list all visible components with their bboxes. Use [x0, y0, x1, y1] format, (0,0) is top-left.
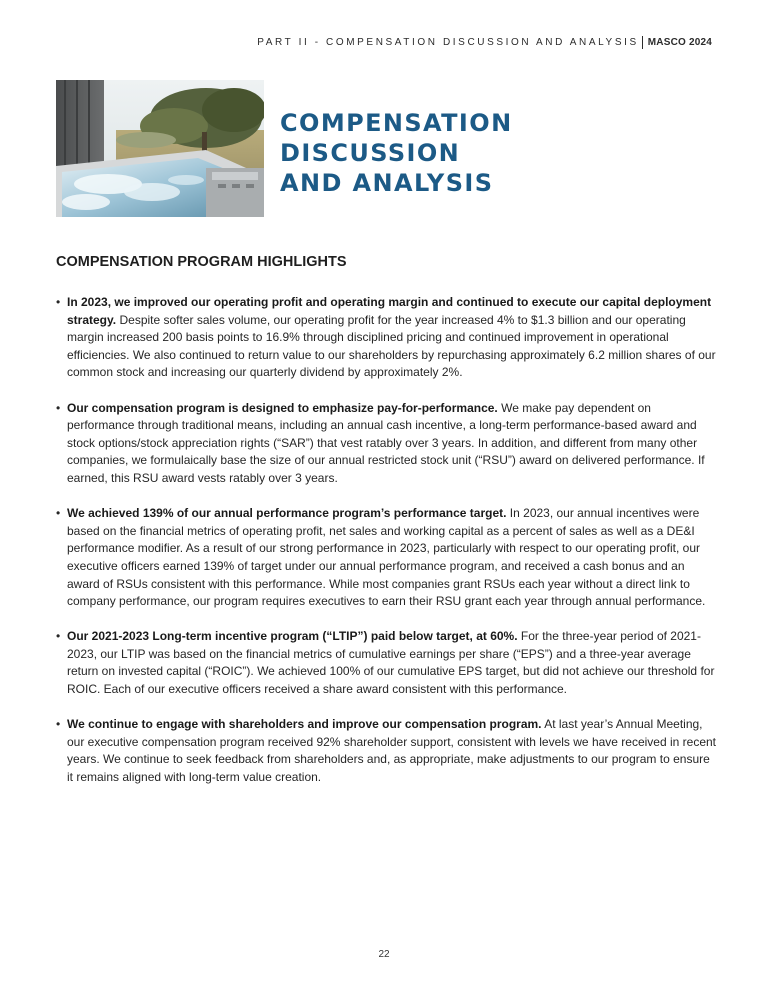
highlight-item [56, 716, 716, 786]
highlight-lead: Our compensation program is designed to emphasize pay-for-performance. [67, 400, 498, 415]
running-header [257, 36, 712, 49]
bullet-icon: • [56, 629, 61, 644]
highlight-body: At last year’s Annual Meeting, our executive compensation program received 92% shareholder support, consistent with levels we have received in recent years. We continue to seek feedback from shareholders and, as appropriate, make adjustments to our program to ensure it remains aligned with long-term value creation. [67, 717, 717, 785]
highlight-item [56, 294, 716, 382]
highlight-lead: We achieved 139% of our annual performance program’s performance target. [67, 506, 507, 521]
running-header-brand: MASCO 2024 [647, 37, 712, 48]
page-title [280, 108, 513, 198]
section-heading: COMPENSATION PROGRAM HIGHLIGHTS [56, 254, 347, 270]
highlight-lead: We continue to engage with shareholders and improve our compensation program. [67, 717, 542, 732]
bullet-icon: • [56, 506, 61, 521]
highlights-list [56, 294, 716, 804]
hot-tub-photo-illustration [56, 80, 264, 217]
bullet-icon: • [56, 400, 61, 415]
page-title-line: DISCUSSION [280, 139, 461, 167]
hero-hot-tub-photo [56, 80, 264, 217]
highlight-body: For the three-year period of 2021-2023, our LTIP was based on the financial metrics of cumulative earnings per share (“EPS”) and a three-year average return on invested capital (“ROIC”). We achieved 100% of our cumulative EPS target, but did not achieve our threshold for ROIC. Each of our executive officers received a share award consistent with this performance. [67, 629, 715, 697]
highlight-item [56, 628, 716, 698]
bullet-icon: • [56, 717, 61, 732]
highlight-body: We make pay dependent on performance through traditional means, including an annual cash incentive, a long-term performance-based award and stock options/stock appreciation rights (“SAR”) that vest ratably over 3 years. In addition, and different from many other companies, we formulaically base the size of our annual restricted stock unit (“RSU”) award on delivered performance. If earned, this RSU award vests ratably over 3 years. [67, 400, 705, 485]
highlight-item [56, 505, 716, 611]
highlight-item [56, 400, 716, 488]
running-header-section: PART II - COMPENSATION DISCUSSION AND ANALYSIS [257, 37, 639, 48]
highlight-body: In 2023, our annual incentives were based on the financial metrics of operating profit, net sales and working capital as a percent of sales as well as a DE&I performance modifier. As a result of our strong performance in 2023, particularly with respect to our operating profit, our executive officers earned 139% of target under our annual performance program, and received a cash bonus and an award of RSUs consistent with this performance. While most companies grant RSUs each year without a direct link to company performance, our program requires executives to earn their RSU grant each year through annual performance. [67, 506, 706, 609]
highlight-lead: In 2023, we improved our operating profit and operating margin and continued to execute our capital deployment strategy. [67, 295, 712, 327]
highlight-lead: Our 2021-2023 Long-term incentive program (“LTIP”) paid below target, at 60%. [67, 629, 518, 644]
running-header-divider [642, 36, 643, 49]
page-number: 22 [378, 949, 390, 960]
bullet-icon: • [56, 295, 61, 309]
highlight-body: Despite softer sales volume, our operating profit for the year increased 4% to $1.3 billion and our operating margin increased 200 basis points to 16.9% through disciplined pricing and continued improvement in operational efficiencies. We also continued to return value to our shareholders by repurchasing approximately 6.2 million shares of our common stock and increasing our quarterly dividend by approximately 2%. [67, 312, 716, 380]
page-title-line: COMPENSATION [280, 109, 513, 137]
page-title-line: AND ANALYSIS [280, 169, 494, 197]
